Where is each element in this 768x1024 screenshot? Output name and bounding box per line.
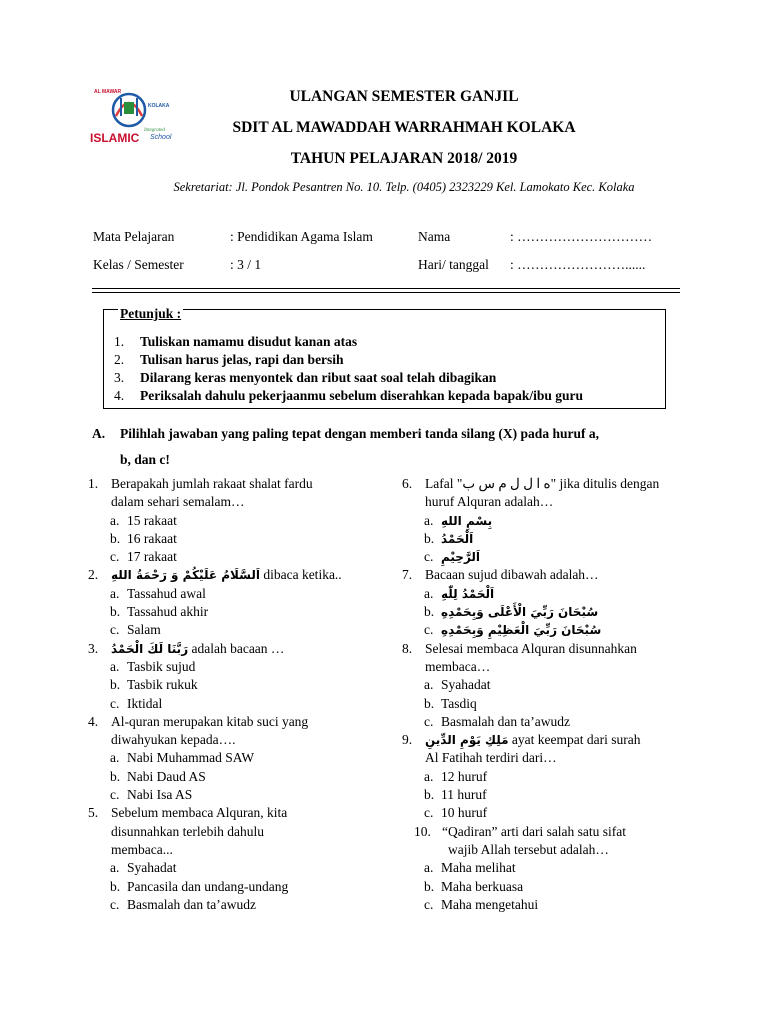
option-4c[interactable]: c. Nabi Isa AS — [110, 787, 193, 803]
mapel-label: Mata Pelajaran — [93, 229, 175, 244]
option-9c[interactable]: c. 10 huruf — [424, 805, 488, 821]
petunjuk-title: Petunjuk : — [120, 306, 182, 321]
petunjuk-item: 4. Periksalah dahulu pekerjaanmu sebelum diserahkan kepada bapak/ibu guru — [114, 388, 583, 403]
sekretariat-address: Sekretariat: Jl. Pondok Pesantren No. 10. Telp. (0405) 2323229 Kel. Lamokato Kec. Kolaka — [173, 180, 635, 194]
option-7c[interactable]: c. سُبْحَانَ رَبِّيَ الْعَظِيْمِ وَبِحَمْدِهِ — [424, 622, 602, 638]
nama-field[interactable]: : ………………………… — [510, 229, 653, 244]
option-5a[interactable]: a. Syahadat — [110, 860, 177, 876]
option-1c[interactable]: c. 17 rakaat — [110, 549, 177, 565]
option-3a[interactable]: a. Tasbik sujud — [110, 658, 196, 674]
logo-main-text: ISLAMIC — [90, 131, 140, 145]
question-3: 3. رَبَّنَا لَكَ الْحَمْدُ adalah bacaan … — [88, 640, 285, 656]
header-line3: TAHUN PELAJARAN 2018/ 2019 — [290, 150, 518, 167]
option-9a[interactable]: a. 12 huruf — [424, 768, 488, 784]
option-10c[interactable]: c. Maha mengetahui — [424, 896, 539, 912]
question-5: 5. Sebelum membaca Alquran, kita disunnahkan terlebih dahulu membaca... — [88, 805, 288, 857]
section-a-label: A. — [92, 426, 106, 441]
arabic-text: اَلْحَمْدُ لِلّٰهِ — [441, 586, 495, 601]
nama-label: Nama — [418, 229, 451, 244]
question-4: 4. Al-quran merupakan kitab suci yang diwahyukan kepada…. — [88, 713, 309, 748]
option-4b[interactable]: b. Nabi Daud AS — [110, 768, 206, 784]
arabic-text: رَبَّنَا لَكَ الْحَمْدُ — [111, 641, 189, 656]
option-2b[interactable]: b. Tassahud akhir — [110, 604, 209, 620]
section-a-line2: b, dan c! — [120, 452, 170, 467]
option-10b[interactable]: b. Maha berkuasa — [424, 878, 524, 894]
option-6c[interactable]: c. اَلرَّحِيْمِ — [424, 549, 481, 565]
section-a-line1: Pilihlah jawaban yang paling tepat dengan memberi tanda silang (X) pada huruf a, — [120, 426, 599, 441]
arabic-text: اَلرَّحِيْمِ — [441, 550, 481, 565]
question-8: 8. Selesai membaca Alquran disunnahkan membaca… — [402, 640, 637, 674]
option-5c[interactable]: c. Basmalah dan ta’awudz — [110, 896, 256, 912]
logo-sub-text: Integrated — [144, 128, 165, 133]
logo-side-text: KOLAKA — [148, 103, 170, 109]
option-1a[interactable]: a. 15 rakaat — [110, 512, 177, 528]
arabic-text: اَلسَّلَامُ عَلَيْكُمْ وَ رَحْمَةُ اللهِ — [111, 568, 260, 583]
option-3b[interactable]: b. Tasbik rukuk — [110, 677, 198, 693]
question-7: 7. Bacaan sujud dibawah adalah… — [402, 567, 599, 583]
option-1b[interactable]: b. 16 rakaat — [110, 530, 177, 546]
questions-left-column — [88, 475, 388, 914]
logo-top-text: AL MAWAR — [94, 89, 122, 95]
question-2: 2. اَلسَّلَامُ عَلَيْكُمْ وَ رَحْمَةُ اللهِ dibaca ketika.. — [88, 567, 342, 583]
option-7a[interactable]: a. اَلْحَمْدُ لِلّٰهِ — [424, 585, 495, 601]
option-2c[interactable]: c. Salam — [110, 622, 161, 638]
arabic-text: اَلْحَمْدُ — [441, 531, 474, 546]
arabic-text: سُبْحَانَ رَبِّيَ الْأَعْلَى وَبِحَمْدِهِ — [441, 605, 599, 620]
option-9b[interactable]: b. 11 huruf — [424, 787, 487, 803]
option-5b[interactable]: b. Pancasila dan undang-undang — [110, 878, 289, 894]
arabic-text: سُبْحَانَ رَبِّيَ الْعَظِيْمِ وَبِحَمْدِهِ — [441, 623, 602, 638]
arabic-text: بِسْمِ اللهِ — [441, 513, 493, 528]
petunjuk-box — [103, 306, 666, 409]
question-6: 6. Lafal "ه ا ل ل م س ب" jika ditulis dengan huruf Alquran adalah… — [402, 476, 660, 510]
question-10: 10. “Qadiran” arti dari salah satu sifat wajib Allah tersebut adalah… — [414, 823, 627, 857]
option-8c[interactable]: c. Basmalah dan ta’awudz — [424, 713, 570, 729]
option-3c[interactable]: c. Iktidal — [110, 695, 163, 711]
kelas-label: Kelas / Semester — [93, 257, 184, 272]
question-1: 1. Berapakah jumlah rakaat shalat fardu dalam sehari semalam… — [88, 476, 313, 510]
option-2a[interactable]: a. Tassahud awal — [110, 585, 206, 601]
divider-top — [92, 288, 680, 289]
logo-school-text: School — [150, 134, 172, 141]
header-line2: SDIT AL MAWADDAH WARRAHMAH KOLAKA — [232, 119, 576, 136]
hari-label: Hari/ tanggal — [418, 257, 489, 272]
question-9: 9. مَلِكِ يَوْمِ الدِّينِ ayat keempat dari surah Al Fatihah terdiri dari… — [402, 732, 641, 766]
arabic-text: مَلِكِ يَوْمِ الدِّينِ — [425, 733, 509, 748]
option-6b[interactable]: b. اَلْحَمْدُ — [424, 530, 474, 546]
petunjuk-item: 2. Tulisan harus jelas, rapi dan bersih — [114, 352, 344, 367]
hari-field[interactable]: : ……………………...... — [510, 257, 646, 272]
questions-right-column — [402, 475, 702, 914]
mapel-value: : Pendidikan Agama Islam — [230, 229, 373, 244]
kelas-value: : 3 / 1 — [230, 257, 262, 272]
option-6a[interactable]: a. بِسْمِ اللهِ — [424, 512, 493, 528]
petunjuk-item: 1. Tuliskan namamu disudut kanan atas — [114, 334, 358, 349]
option-8b[interactable]: b. Tasdiq — [424, 695, 477, 711]
header-line1: ULANGAN SEMESTER GANJIL — [289, 88, 519, 105]
option-4a[interactable]: a. Nabi Muhammad SAW — [110, 750, 255, 766]
divider-bottom — [92, 292, 680, 293]
petunjuk-item: 3. Dilarang keras menyontek dan ribut saat soal telah dibagikan — [114, 370, 497, 385]
option-7b[interactable]: b. سُبْحَانَ رَبِّيَ الْأَعْلَى وَبِحَمْدِهِ — [424, 604, 599, 620]
option-10a[interactable]: a. Maha melihat — [424, 860, 516, 876]
option-8a[interactable]: a. Syahadat — [424, 677, 491, 693]
